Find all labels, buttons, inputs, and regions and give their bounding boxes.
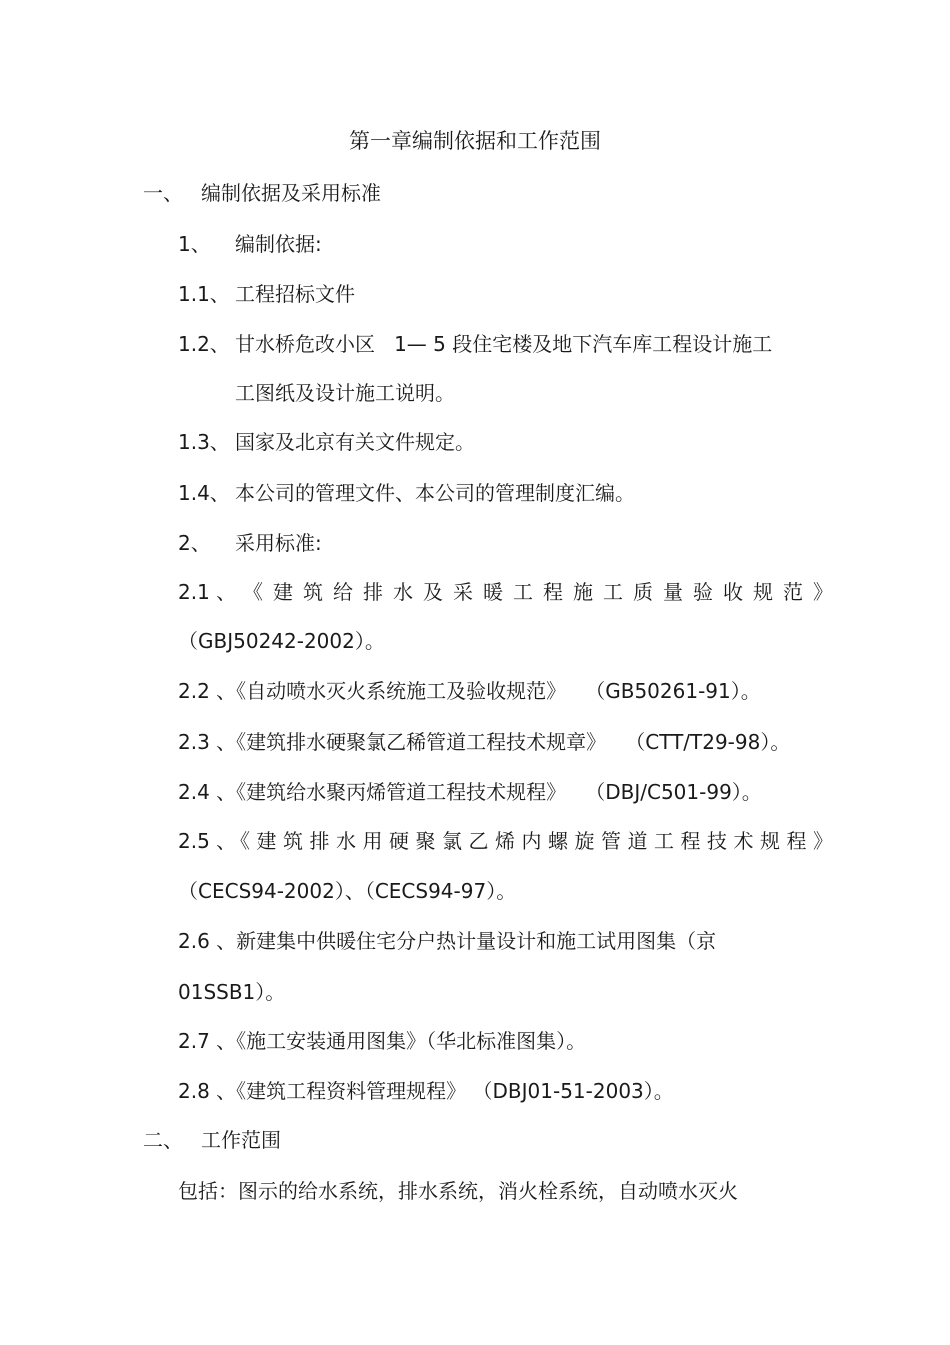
item-number: 1.3、 [178,430,230,454]
standard-2-6-continuation: 01SSB1）。 [178,980,286,1004]
item-1-4 [178,480,635,506]
item-number: 1.2、 [178,332,230,356]
item-text: 《建筑排水用硬聚氯乙烯内螺旋管道工程技术规程》 [230,829,840,853]
subsection-1 [178,231,322,257]
standard-2-8: 2.8 、《建筑工程资料管理规程》 （DBJ01-51-2003）。 [178,1079,674,1103]
item-number: 2.5 、 [178,829,237,853]
section-heading-2 [143,1127,281,1153]
item-number: 2、 [178,531,211,555]
standard-2-5 [178,828,840,854]
item-text: 工程招标文件 [235,282,355,306]
standard-2-1 [178,579,843,605]
subsection-2 [178,530,322,556]
standard-2-6: 2.6 、新建集中供暖住宅分户热计量设计和施工试用图集（京 [178,929,717,953]
item-text: 《建筑给排水及采暖工程施工质量验收规范》 [243,580,843,604]
item-1-1 [178,281,355,307]
standard-2-4: 2.4 、《建筑给水聚丙烯管道工程技术规程》 （DBJ/C501-99）。 [178,780,762,804]
section-number: 一、 [143,181,183,205]
section-number: 二、 [143,1128,183,1152]
section-title: 编制依据及采用标准 [201,181,381,205]
standard-2-7: 2.7 、《施工安装通用图集》（华北标准图集）。 [178,1029,587,1053]
item-text: 编制依据: [235,232,322,256]
section-title: 工作范围 [201,1128,281,1152]
item-1-3 [178,429,475,455]
section-heading-1 [143,180,381,206]
item-text: 甘水桥危改小区 1— 5 段住宅楼及地下汽车库工程设计施工 [235,332,773,356]
item-number: 1、 [178,232,211,256]
chapter-title: 第一章编制依据和工作范围 [349,129,601,153]
item-number: 2.1 、 [178,580,237,604]
item-text: 采用标准: [235,531,322,555]
standard-2-3: 2.3 、《建筑排水硬聚氯乙稀管道工程技术规章》 （CTT/T29-98）。 [178,730,791,754]
scope-paragraph: 包括：图示的给水系统，排水系统，消火栓系统，自动喷水灭火 [178,1179,738,1203]
item-number: 1.4、 [178,481,230,505]
standard-2-2: 2.2 、《自动喷水灭火系统施工及验收规范》 （GB50261-91）。 [178,679,761,703]
standard-2-5-code: （CECS94-2002）、（CECS94-97）。 [178,879,517,903]
item-number: 1.1、 [178,282,230,306]
standard-2-1-code: （GBJ50242-2002）。 [178,629,385,653]
item-text: 国家及北京有关文件规定。 [235,430,475,454]
item-1-2 [178,331,772,357]
item-1-2-continuation: 工图纸及设计施工说明。 [235,381,455,405]
item-text: 本公司的管理文件、本公司的管理制度汇编。 [235,481,635,505]
